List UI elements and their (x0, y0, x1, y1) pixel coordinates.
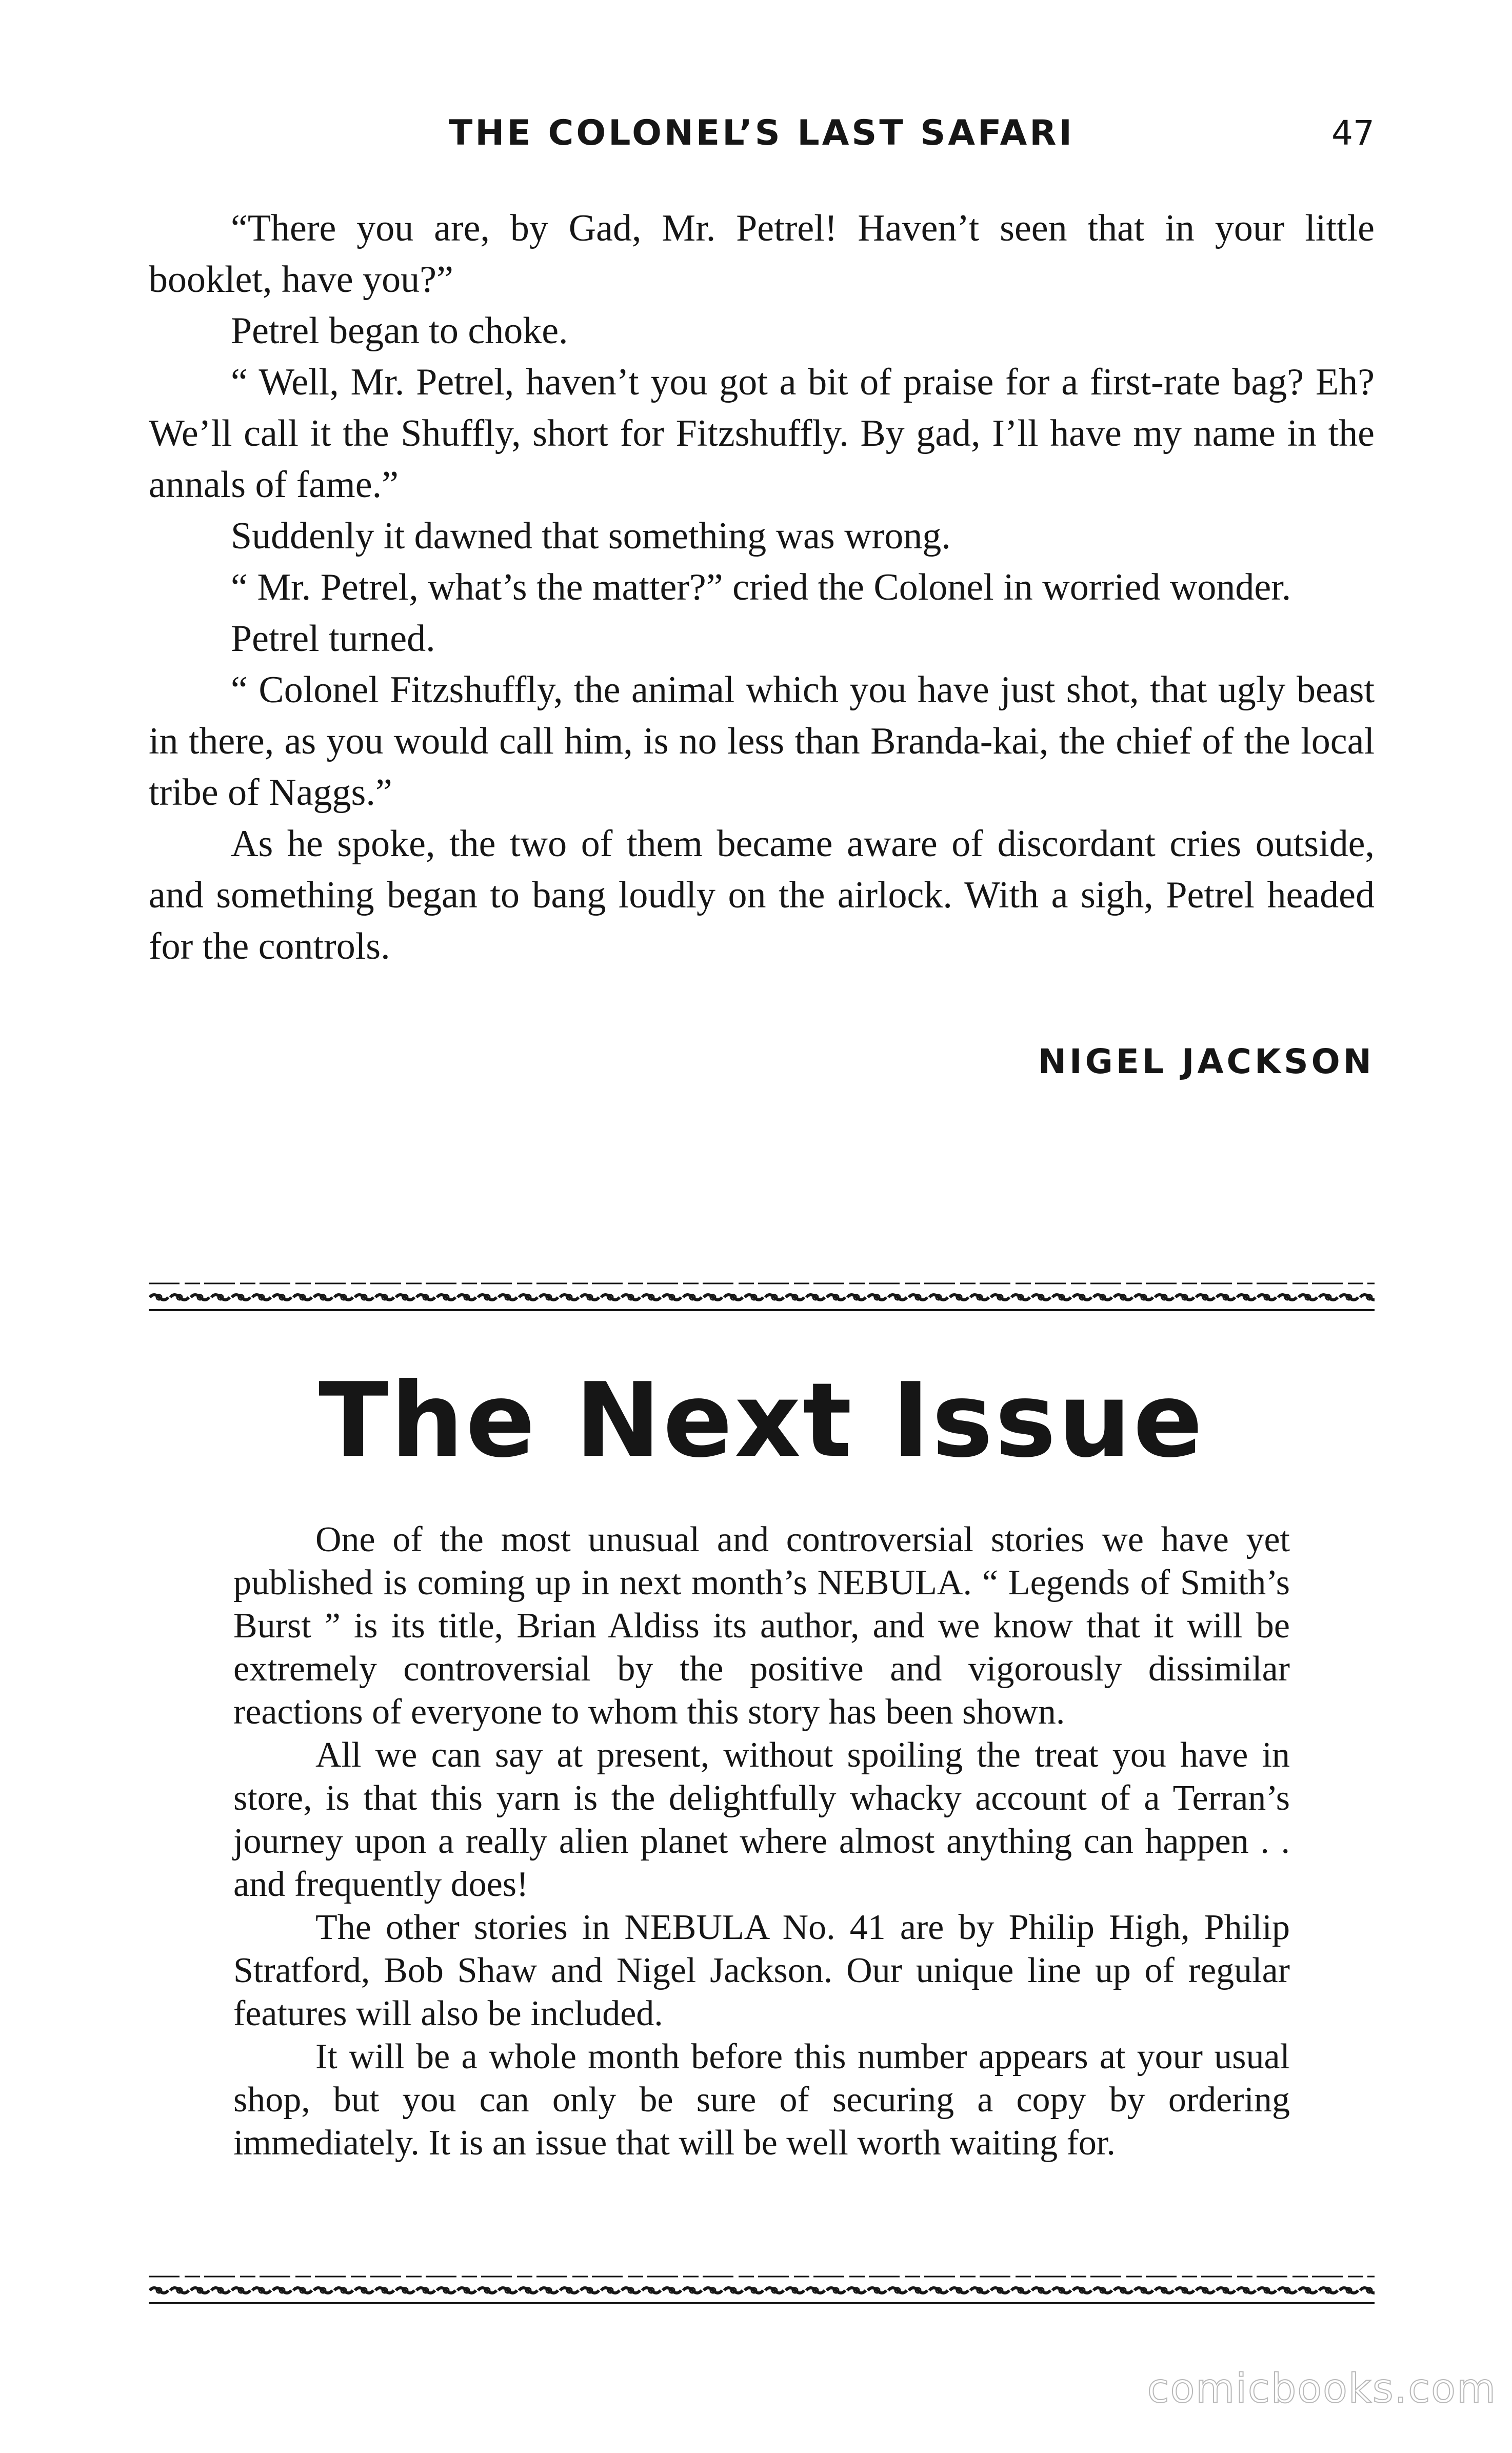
page-number: 47 (1331, 113, 1375, 153)
story-paragraph: As he spoke, the two of them became aware of discordant cries outside, and something began to bang loudly on the airlock. With a sigh, Petrel headed for the controls. (149, 823, 1375, 967)
announcement-paragraph: It will be a whole month before this number appears at your usual shop, but you can only be sure of securing a copy by ordering immediately. It is an issue that will be well worth waiting for. (233, 2037, 1290, 2163)
running-header (149, 105, 1375, 162)
announcement-paragraph: All we can say at present, without spoiling the treat you have in store, is that this yarn is the delightfully whacky account of a Terran’s journey upon a really alien planet where almost anything can happen . . and frequently does! (233, 1735, 1290, 1904)
story-paragraph: “ Well, Mr. Petrel, haven’t you got a bit of praise for a first-rate bag? Eh? We’ll call it the Shuffly, short for Fitzshuffly. By gad, I’ll have my name in the annals of fame.” (149, 361, 1375, 506)
story-paragraph: “ Colonel Fitzshuffly, the animal which you have just shot, that ugly beast in there, as you would call him, is no less than Branda-kai, the chief of the local tribe of Naggs.” (149, 669, 1375, 814)
author-byline: NIGEL JACKSON (1038, 1042, 1375, 1081)
next-issue-text (233, 1518, 1290, 2165)
story-paragraph: Petrel began to choke. (231, 310, 568, 352)
story-text (149, 203, 1375, 972)
ornamental-rule-top (149, 1280, 1375, 1313)
watermark: comicbooks.com (1147, 2366, 1497, 2412)
story-paragraph: “ Mr. Petrel, what’s the matter?” cried the Colonel in worried wonder. (231, 566, 1291, 608)
story-paragraph: Petrel turned. (231, 618, 435, 660)
running-title: THE COLONEL’S LAST SAFARI (449, 113, 1075, 153)
story-paragraph: “There you are, by Gad, Mr. Petrel! Haven’t seen that in your little booklet, have you?” (149, 207, 1375, 301)
announcement-paragraph: The other stories in NEBULA No. 41 are by Philip High, Philip Stratford, Bob Shaw and Nigel Jackson. Our unique line up of regular features will also be included. (233, 1908, 1290, 2033)
announcement-paragraph: One of the most unusual and controversial stories we have yet published is coming up in next month’s NEBULA. “ Legends of Smith’s Burst ” is its title, Brian Aldiss its author, and we know that it will be extremely controversial by the positive and vigorously dissimilar reactions of everyone to whom this story has been shown. (233, 1520, 1290, 1732)
ornamental-rule-bottom (149, 2273, 1375, 2306)
section-title: The Next Issue (319, 1361, 1205, 1480)
story-paragraph: Suddenly it dawned that something was wrong. (231, 515, 951, 557)
